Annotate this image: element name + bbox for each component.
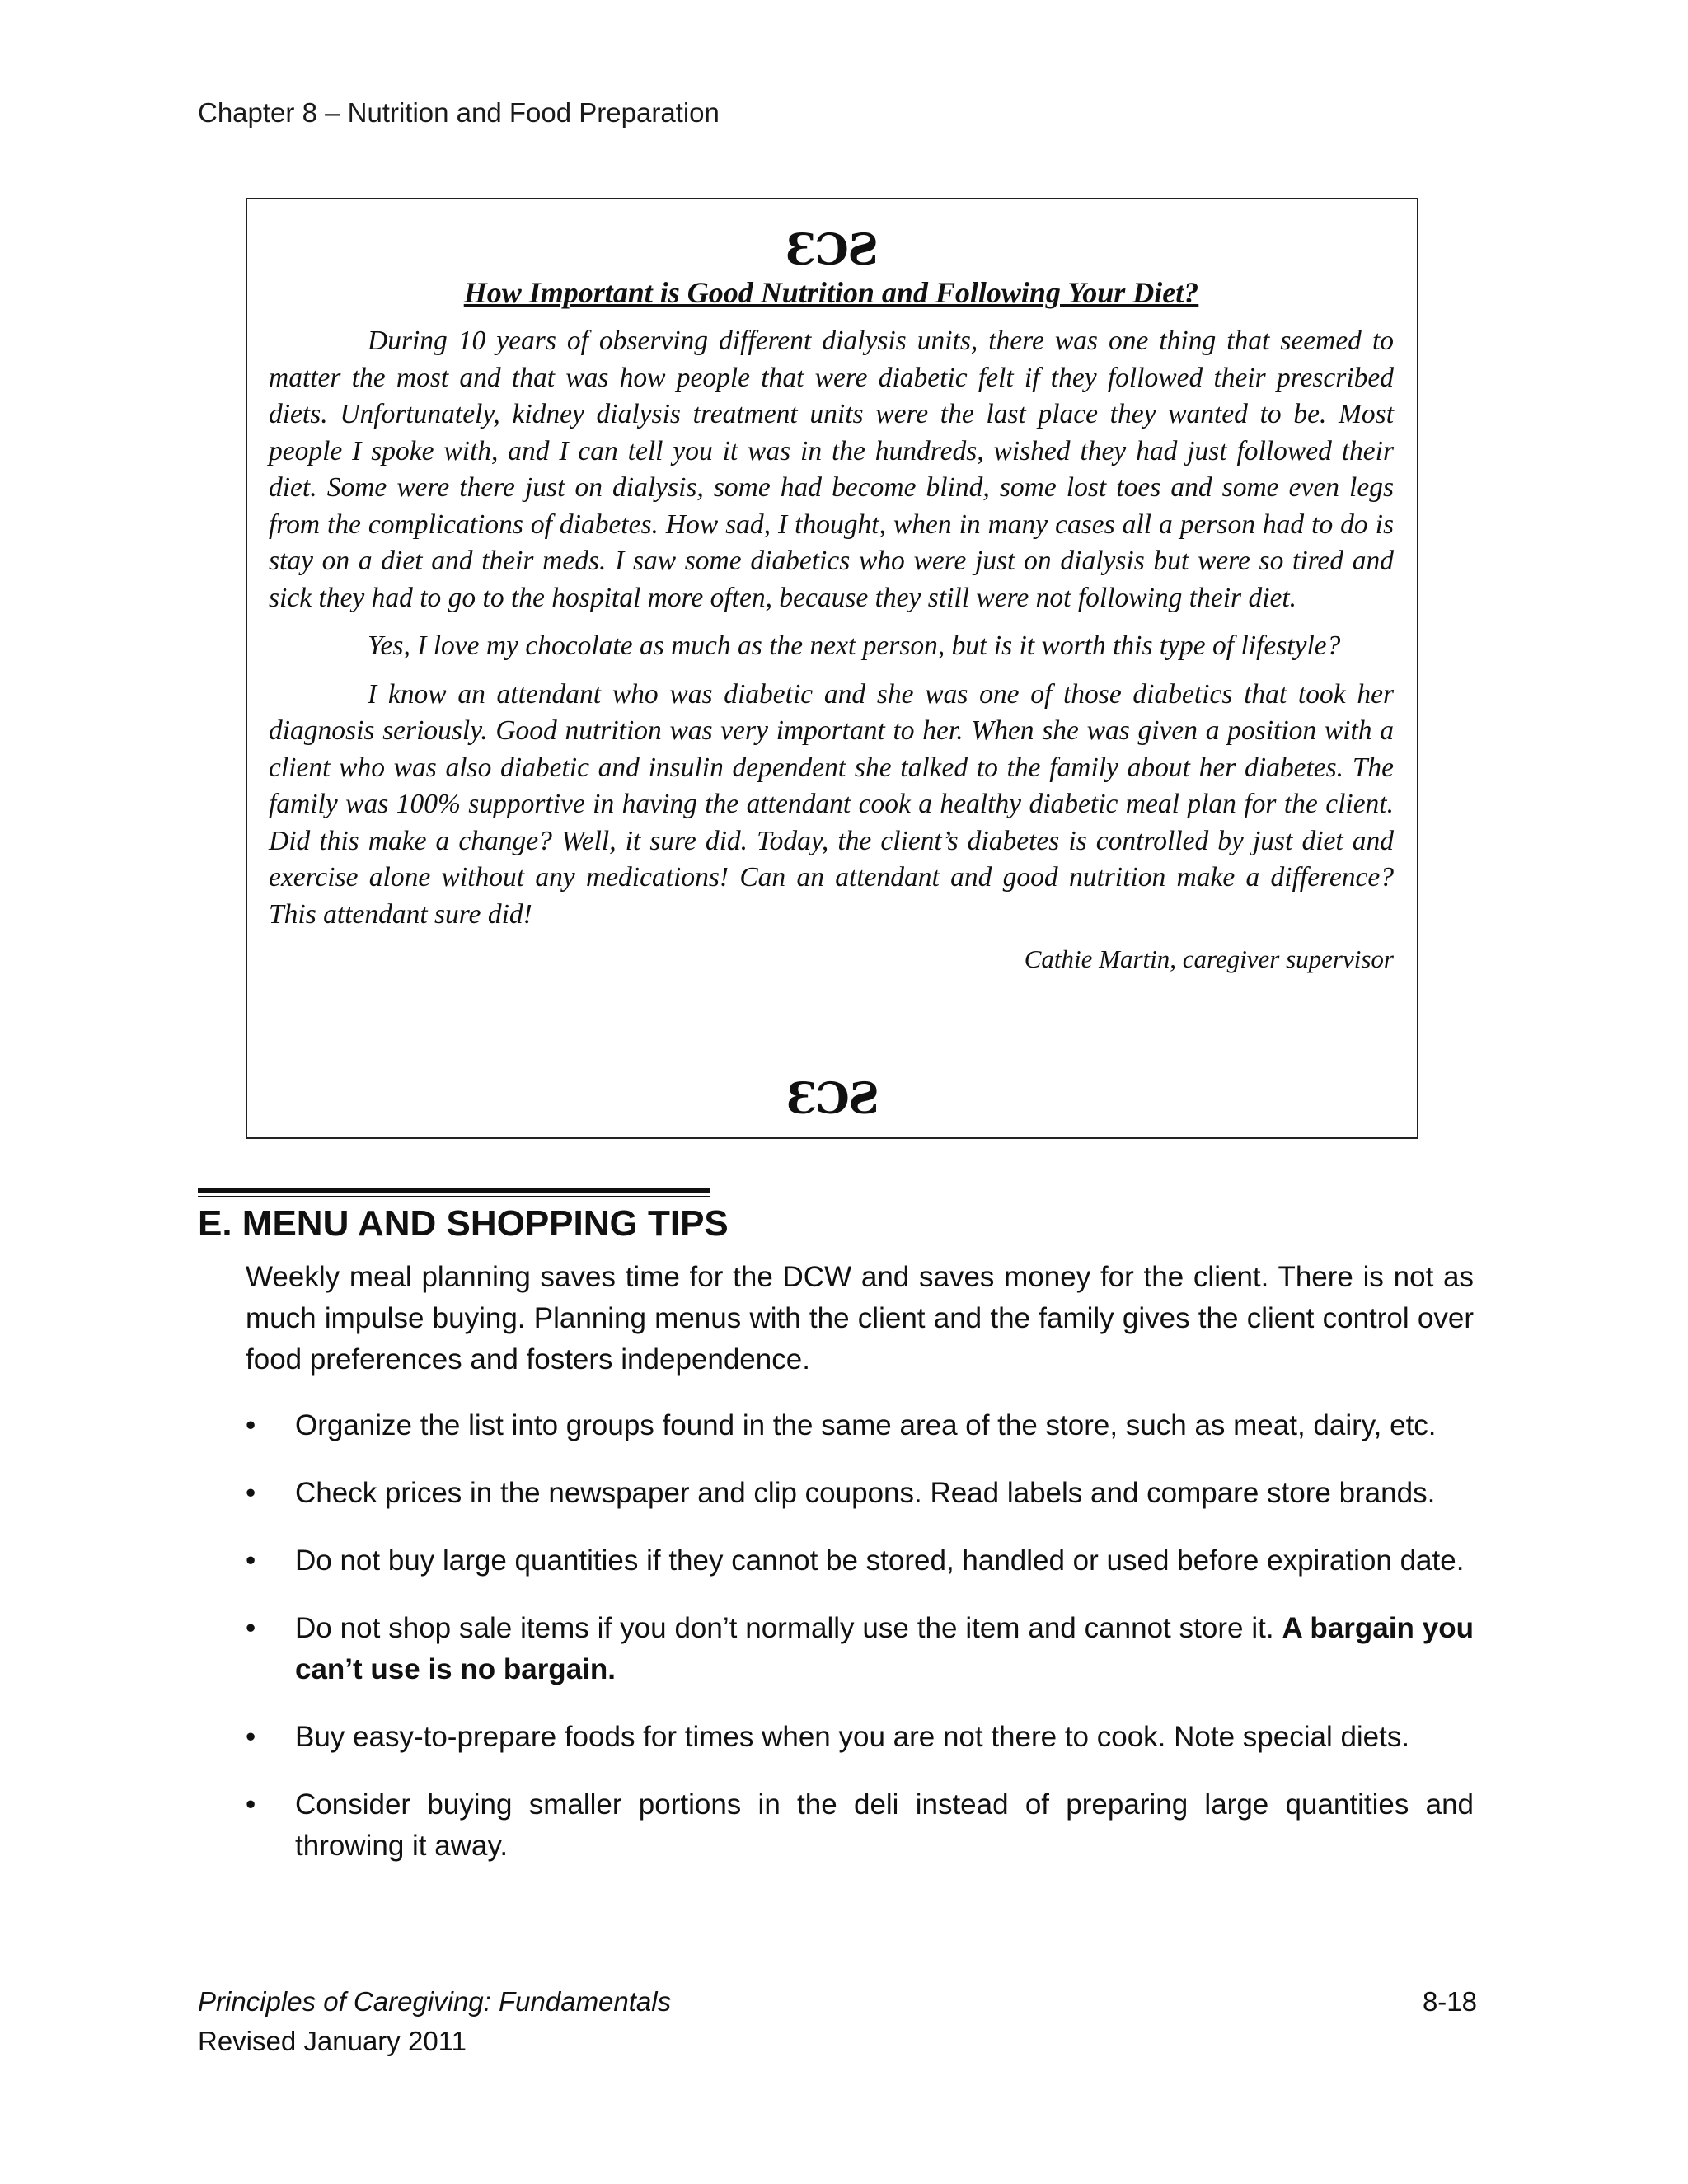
tip-text: Consider buying smaller portions in the deli instead of preparing large quantities and throwing it away. — [295, 1788, 1474, 1862]
list-item — [246, 1608, 1474, 1690]
footer-left — [198, 1982, 671, 2061]
list-item — [246, 1473, 1474, 1514]
bullet-icon: • — [246, 1721, 256, 1753]
bullet-icon: • — [246, 1544, 256, 1577]
list-item — [246, 1717, 1474, 1758]
bullet-icon: • — [246, 1788, 256, 1821]
ornament-top-icon: ƐƆƧ — [785, 225, 877, 275]
tip-text: Do not buy large quantities if they cannot be stored, handled or used before expiration date. — [295, 1544, 1465, 1577]
story-callout-box — [246, 198, 1418, 1139]
tip-text: Do not shop sale items if you don’t normally use the item and cannot store it. — [295, 1612, 1282, 1644]
callout-title: How Important is Good Nutrition and Following Your Diet? — [463, 276, 1199, 309]
section-divider — [198, 1188, 710, 1197]
callout-paragraph-2: Yes, I love my chocolate as much as the next person, but is it worth this type of lifestyle? — [368, 630, 1341, 661]
list-item — [246, 1784, 1474, 1867]
bullet-icon: • — [246, 1409, 256, 1441]
bullet-icon: • — [246, 1612, 256, 1644]
tips-list — [246, 1405, 1474, 1893]
tip-text: Buy easy-to-prepare foods for times when you are not there to cook. Note special diets. — [295, 1721, 1410, 1753]
callout-paragraph-3: I know an attendant who was diabetic and she was one of those diabetics that took her diagnosis seriously. Good nutrition was very important to her. When she was given a position with a client who was also diabetic and insulin dependent she talked to the family about her diabetes. The family was 100% supportive in having the attendant cook a healthy diabetic meal plan for the client. Did this make a change? Well, it sure did. Today, the client’s diabetes is controlled by just diet and exercise alone without any medications! Can an attendant and good nutrition make a difference? This attendant sure did! — [269, 678, 1394, 930]
tip-bold-text: A bargain you can’t use is no bargain. — [295, 1612, 1474, 1685]
list-item — [246, 1405, 1474, 1446]
tip-text: Check prices in the newspaper and clip coupons. Read labels and compare store brands. — [295, 1477, 1436, 1509]
footer-revised-date: Revised January 2011 — [198, 2026, 467, 2056]
section-intro: Weekly meal planning saves time for the DCW and saves money for the client. There is not as much impulse buying. Planning menus with the client and the family gives the client control over food preferences and fosters independence. — [246, 1261, 1474, 1376]
list-item — [246, 1540, 1474, 1582]
ornament-bottom-icon: ƐƆƧ — [786, 1074, 878, 1124]
footer-book-title: Principles of Caregiving: Fundamentals — [198, 1986, 672, 2017]
section-heading: E. MENU AND SHOPPING TIPS — [198, 1203, 729, 1244]
bullet-icon: • — [246, 1477, 256, 1509]
callout-attribution: Cathie Martin, caregiver supervisor — [1024, 944, 1394, 973]
running-header: Chapter 8 – Nutrition and Food Preparation — [198, 97, 720, 128]
tip-text: Organize the list into groups found in the same area of the store, such as meat, dairy, etc. — [295, 1409, 1437, 1441]
callout-paragraph-1: During 10 years of observing different dialysis units, there was one thing that seemed to matter the most and that was how people that were diabetic felt if they followed their prescribed diets. Unfortunately, kidney dialysis treatment units were the last place they wanted to be. Most people I spoke with, and I can tell you it was in the hundreds, wished they had just followed their diet. Some were there just on dialysis, some had become blind, some lost toes and some even legs from the complications of diabetes. How sad, I thought, when in many cases all a person had to do is stay on a diet and their meds. I saw some diabetics who were just on dialysis but were so tired and sick they had to go to the hospital more often, because they still were not following their diet. — [269, 326, 1394, 613]
page-number: 8-18 — [1422, 1986, 1477, 2017]
